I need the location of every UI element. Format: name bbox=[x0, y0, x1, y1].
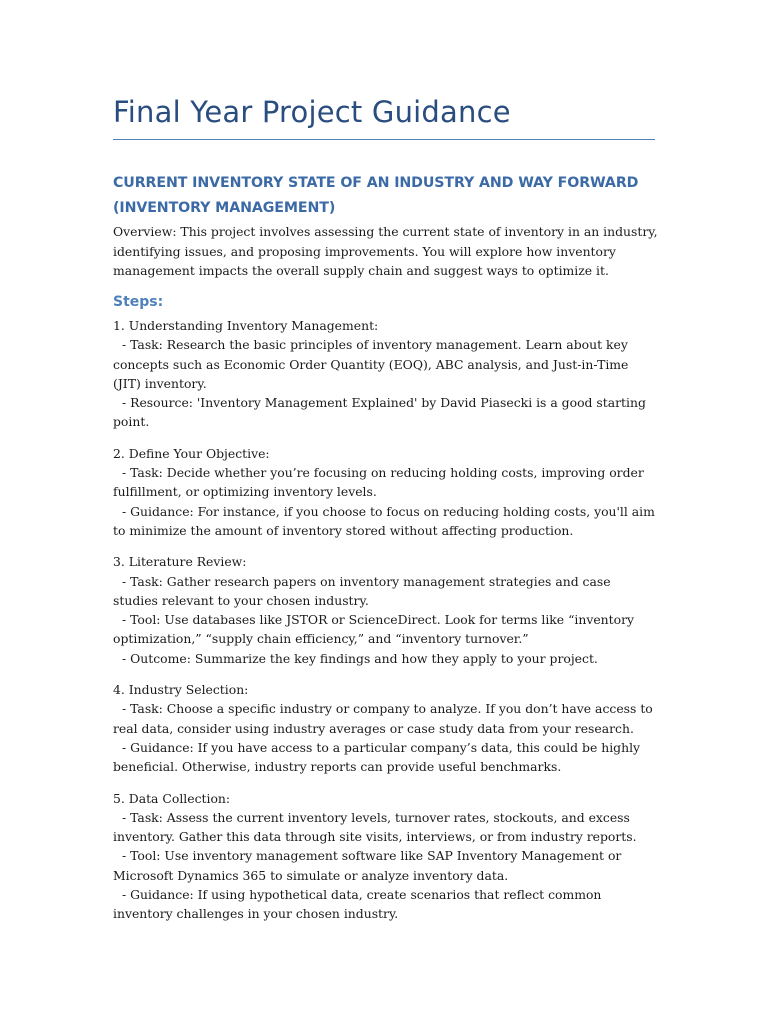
step-industry-selection bbox=[113, 680, 658, 776]
step-resource: - Resource: 'Inventory Management Explained' by David Piasecki is a good starting point. bbox=[113, 395, 646, 430]
step-guidance: - Guidance: If you have access to a particular company’s data, this could be highly beneficial. Otherwise, industry reports can provide useful benchmarks. bbox=[113, 739, 641, 775]
title-underline bbox=[113, 139, 655, 140]
step-tool: - Tool: Use inventory management software like SAP Inventory Management or Microsoft Dynamics 365 to simulate or analyze inventory data. bbox=[113, 848, 622, 883]
step-task: - Task: Gather research papers on inventory management strategies and case studies relevant to your chosen industry. bbox=[113, 573, 611, 608]
step-title: 1. Understanding Inventory Management: bbox=[113, 318, 379, 333]
step-title: 2. Define Your Objective: bbox=[113, 445, 270, 461]
step-literature-review bbox=[113, 552, 658, 668]
step-understanding-inventory bbox=[113, 316, 658, 432]
project-heading: CURRENT INVENTORY STATE OF AN INDUSTRY AND WAY FORWARD (INVENTORY MANAGEMENT) bbox=[113, 175, 639, 216]
step-define-objective bbox=[113, 444, 658, 540]
step-title: 4. Industry Selection: bbox=[113, 682, 249, 698]
step-tool: - Tool: Use databases like JSTOR or ScienceDirect. Look for terms like “inventory optimization,” “supply chain efficiency,” and “inventory turnover.” bbox=[113, 612, 635, 647]
steps-list bbox=[113, 316, 658, 936]
overview-paragraph: Overview: This project involves assessing the current state of inventory in an industry, identifying issues, and proposing improvements. You will explore how inventory management impacts the overall supply chain and suggest ways to optimize it. bbox=[113, 224, 658, 278]
step-outcome: - Outcome: Summarize the key findings and how they apply to your project. bbox=[122, 650, 598, 666]
step-guidance: - Guidance: If using hypothetical data, create scenarios that reflect common inventory challenges in your chosen industry. bbox=[113, 887, 602, 922]
step-task: - Task: Assess the current inventory levels, turnover rates, stockouts, and excess inventory. Gather this data through site visits, interviews, or from industry reports. bbox=[113, 809, 637, 845]
document-title: Final Year Project Guidance bbox=[113, 95, 511, 129]
step-data-collection bbox=[113, 789, 658, 924]
step-title: 5. Data Collection: bbox=[113, 790, 231, 806]
step-task: - Task: Choose a specific industry or company to analyze. If you don’t have access to real data, consider using industry averages or case study data from your research. bbox=[113, 701, 653, 736]
step-guidance: - Guidance: For instance, if you choose to focus on reducing holding costs, you'll aim to minimize the amount of inventory stored without affecting production. bbox=[113, 503, 655, 538]
step-task: - Task: Decide whether you’re focusing on reducing holding costs, improving order fulfillment, or optimizing inventory levels. bbox=[113, 465, 644, 500]
step-task: - Task: Research the basic principles of inventory management. Learn about key concepts such as Economic Order Quantity (EOQ), ABC analysis, and Just-in-Time (JIT) inventory. bbox=[113, 337, 629, 391]
steps-heading: Steps: bbox=[113, 294, 164, 310]
step-title: 3. Literature Review: bbox=[113, 554, 247, 570]
